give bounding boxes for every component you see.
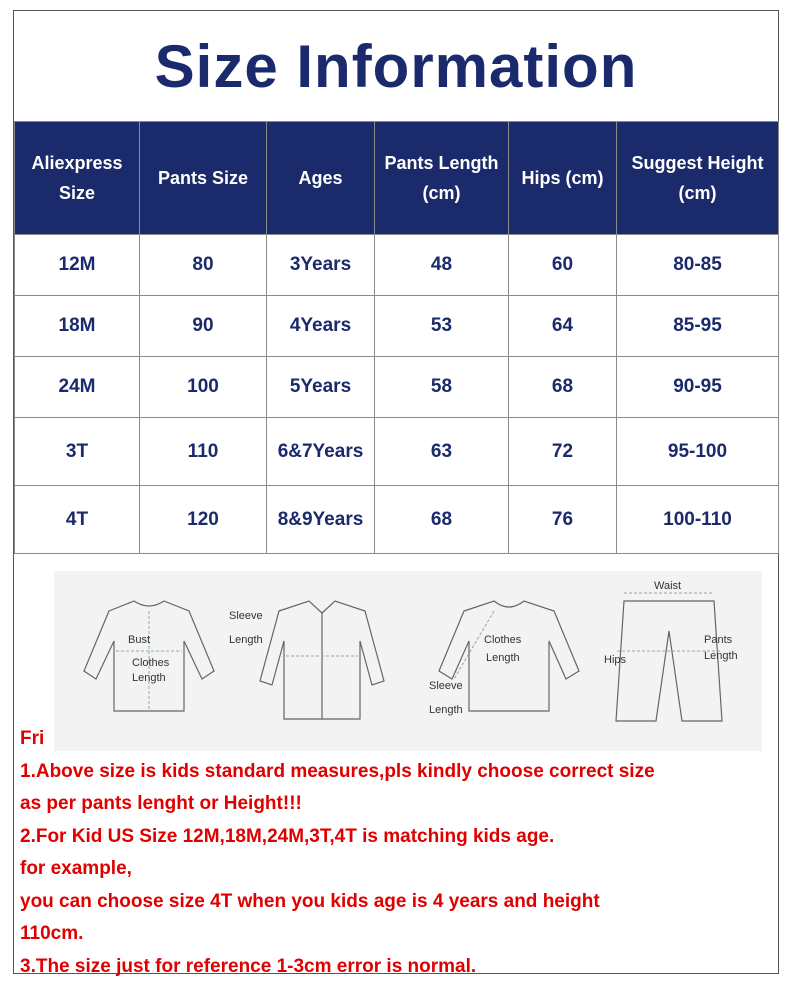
table-cell: 48 <box>375 235 509 296</box>
note-line: 110cm. <box>20 923 84 944</box>
table-cell: 8&9Years <box>267 486 375 554</box>
table-cell: 63 <box>375 418 509 486</box>
table-cell: 120 <box>140 486 267 554</box>
table-row <box>15 418 779 486</box>
table-cell: 3Years <box>267 235 375 296</box>
sleeve-label: Sleeve <box>229 610 263 622</box>
note-line: for example, <box>20 858 132 879</box>
note-line: 2.For Kid US Size 12M,18M,24M,3T,4T is matching kids age. <box>20 825 555 847</box>
note-line: as per pants lenght or Height!!! <box>20 793 302 814</box>
table-cell: 95-100 <box>617 418 779 486</box>
table-cell: 90 <box>140 296 267 357</box>
table-row <box>15 296 779 357</box>
header-aliexpress-size: Aliexpress Size <box>15 122 140 235</box>
table-cell: 3T <box>15 418 140 486</box>
table-row <box>15 486 779 554</box>
pants-length-label: Length <box>704 650 738 662</box>
header-hips: Hips (cm) <box>509 122 617 235</box>
header-suggest-height: Suggest Height (cm) <box>617 122 779 235</box>
table-cell: 76 <box>509 486 617 554</box>
table-cell: 58 <box>375 357 509 418</box>
clothes-label: Clothes <box>484 634 522 646</box>
pants-label: Pants <box>704 634 733 646</box>
sleeve-length-label: Length <box>229 634 263 646</box>
notes-section <box>20 723 780 983</box>
table-cell: 85-95 <box>617 296 779 357</box>
clothes-label: Clothes <box>132 657 170 669</box>
table-cell: 110 <box>140 418 267 486</box>
header-pants-size: Pants Size <box>140 122 267 235</box>
table-cell: 100-110 <box>617 486 779 554</box>
table-cell: 68 <box>375 486 509 554</box>
table-cell: 4T <box>15 486 140 554</box>
table-cell: 18M <box>15 296 140 357</box>
table-row <box>15 357 779 418</box>
table-cell: 72 <box>509 418 617 486</box>
table-cell: 6&7Years <box>267 418 375 486</box>
note-line: 3.The size just for reference 1-3cm error is normal. <box>20 955 477 977</box>
header-ages: Ages <box>267 122 375 235</box>
size-chart-frame <box>13 10 779 977</box>
note-line: 1.Above size is kids standard measures,pls kindly choose correct size <box>20 760 655 782</box>
table-cell: 100 <box>140 357 267 418</box>
table-cell: 53 <box>375 296 509 357</box>
sleeve-length-label: Length <box>429 704 463 716</box>
table-cell: 90-95 <box>617 357 779 418</box>
table-cell: 68 <box>509 357 617 418</box>
note-line: you can choose size 4T when you kids age is 4 years and height <box>20 890 600 912</box>
table-cell: 12M <box>15 235 140 296</box>
table-header-row <box>15 122 779 235</box>
table-cell: 4Years <box>267 296 375 357</box>
header-pants-length: Pants Length (cm) <box>375 122 509 235</box>
table-cell: 80 <box>140 235 267 296</box>
table-row <box>15 235 779 296</box>
waist-label: Waist <box>654 580 682 592</box>
bust-label: Bust <box>128 634 151 646</box>
table-cell: 5Years <box>267 357 375 418</box>
hips-label: Hips <box>604 654 627 666</box>
table-cell: 60 <box>509 235 617 296</box>
length-label: Length <box>486 652 520 664</box>
sleeve-label: Sleeve <box>429 680 463 692</box>
table-cell: 80-85 <box>617 235 779 296</box>
table-cell: 24M <box>15 357 140 418</box>
notes-heading: Fri <box>20 728 45 749</box>
page-title: Size Information <box>154 32 638 100</box>
size-table <box>14 121 779 554</box>
length-label: Length <box>132 672 166 684</box>
table-cell: 64 <box>509 296 617 357</box>
